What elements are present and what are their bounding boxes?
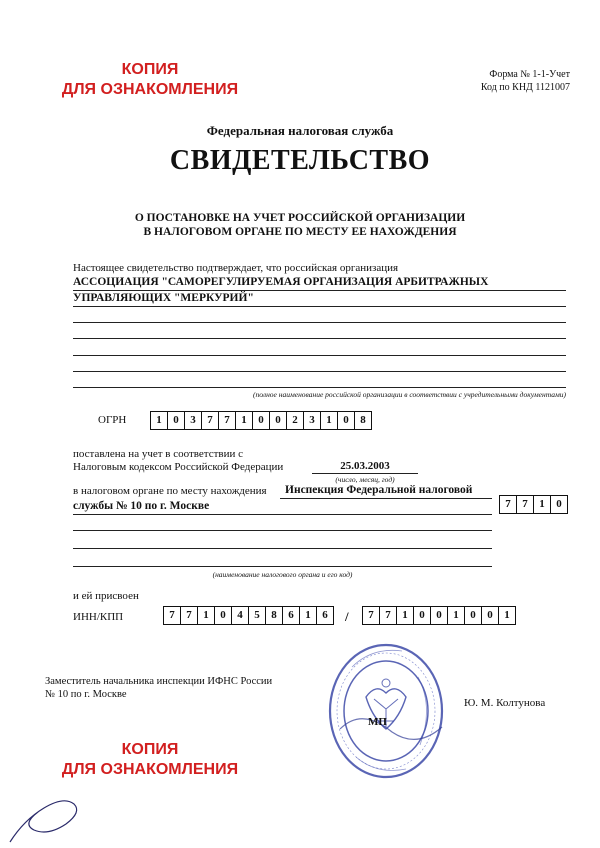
digit-box: 3 [185, 412, 202, 429]
digit-box: 1 [151, 412, 168, 429]
digit-box: 8 [266, 607, 283, 624]
digit-box: 0 [482, 607, 499, 624]
office-code-boxes [499, 495, 568, 514]
watermark-bottom [55, 740, 245, 780]
signer-title-line: Заместитель начальника инспекции ИФНС России [45, 676, 273, 687]
underline [73, 566, 492, 567]
office-caption: (наименование налогового органа и его код) [212, 570, 353, 579]
watermark-line: КОПИЯ [121, 61, 179, 78]
kpp-boxes [362, 606, 516, 625]
date-caption: (число, месяц, год) [335, 475, 395, 484]
subtitle-line: О ПОСТАНОВКЕ НА УЧЕТ РОССИЙСКОЙ ОРГАНИЗАЦИИ [134, 212, 466, 224]
org-name-line-1: АССОЦИАЦИЯ "САМОРЕГУЛИРУЕМАЯ ОРГАНИЗАЦИЯ АРБИТРАЖНЫХ [73, 276, 489, 288]
watermark-line: КОПИЯ [121, 741, 179, 758]
digit-box: 1 [236, 412, 253, 429]
registered-text-2: Налоговым кодексом Российской Федерации [73, 461, 284, 473]
digit-box: 0 [338, 412, 355, 429]
underline [73, 322, 566, 323]
digit-box: 7 [517, 496, 534, 513]
digit-box: 1 [448, 607, 465, 624]
org-caption: (полное наименование российской организации в соответствии с учредительными документами) [252, 390, 566, 399]
underline [73, 387, 566, 388]
signer-title-line: № 10 по г. Москве [45, 689, 127, 700]
tax-office-line-2: службы № 10 по г. Москве [73, 500, 210, 512]
digit-box: 1 [198, 607, 215, 624]
digit-box: 3 [304, 412, 321, 429]
knd-code: Код по КНД 1121007 [480, 82, 570, 93]
document-subtitle [0, 211, 600, 239]
digit-box: 1 [300, 607, 317, 624]
handwritten-mark-icon [4, 790, 94, 848]
digit-box: 7 [181, 607, 198, 624]
digit-box: 4 [232, 607, 249, 624]
registered-text-1: поставлена на учет в соответствии с [73, 448, 244, 460]
digit-box: 1 [534, 496, 551, 513]
underline [73, 306, 566, 307]
digit-box: 1 [321, 412, 338, 429]
digit-box: 6 [322, 609, 328, 621]
ogrn-label: ОГРН [98, 414, 127, 426]
org-name-line-2: УПРАВЛЯЮЩИХ "МЕРКУРИЙ" [73, 292, 254, 304]
digit-box: 2 [287, 412, 304, 429]
digit-box: 7 [219, 412, 236, 429]
location-label: в налоговом органе по месту нахождения [73, 485, 267, 497]
intro-text: Настоящее свидетельство подтверждает, что российская организация [73, 262, 399, 274]
inn-boxes [163, 606, 334, 625]
digit-box: 0 [168, 412, 185, 429]
digit-box: 1 [397, 607, 414, 624]
official-seal-icon [322, 637, 452, 787]
underline [73, 290, 566, 291]
digit-box: 1 [504, 609, 510, 621]
form-info [440, 68, 570, 94]
digit-box: 0 [414, 607, 431, 624]
digit-box: 7 [202, 412, 219, 429]
mp-mark: МП [368, 716, 387, 728]
digit-box: 5 [249, 607, 266, 624]
digit-box: 6 [283, 607, 300, 624]
watermark-top [55, 60, 245, 100]
registration-date: 25.03.2003 [340, 460, 390, 472]
underline [73, 355, 566, 356]
inn-kpp-separator: / [345, 609, 349, 624]
underline [73, 514, 492, 515]
underline [312, 473, 418, 474]
digit-box: 0 [431, 607, 448, 624]
digit-box: 0 [253, 412, 270, 429]
underline [73, 530, 492, 531]
form-number: Форма № 1-1-Учет [489, 69, 570, 80]
watermark-line: ДЛЯ ОЗНАКОМЛЕНИЯ [61, 761, 239, 778]
digit-box: 0 [270, 412, 287, 429]
underline [73, 548, 492, 549]
digit-box: 0 [215, 607, 232, 624]
inn-kpp-label: ИНН/КПП [73, 611, 124, 623]
digit-box: 7 [164, 607, 181, 624]
ogrn-boxes [150, 411, 372, 430]
digit-box: 7 [380, 607, 397, 624]
signer-title [45, 675, 272, 701]
digit-box: 0 [465, 607, 482, 624]
signer-name: Ю. М. Колтунова [464, 697, 546, 709]
underline [73, 338, 566, 339]
document-title: СВИДЕТЕЛЬСТВО [169, 145, 431, 176]
watermark-line: ДЛЯ ОЗНАКОМЛЕНИЯ [61, 81, 239, 98]
assigned-text: и ей присвоен [73, 590, 139, 602]
tax-office-line-1: Инспекция Федеральной налоговой [285, 484, 473, 496]
underline [73, 371, 566, 372]
subtitle-line: В НАЛОГОВОМ ОРГАНЕ ПО МЕСТУ ЕЕ НАХОЖДЕНИЯ [143, 226, 457, 238]
authority-name: Федеральная налоговая служба [206, 123, 394, 138]
digit-box: 7 [500, 496, 517, 513]
digit-box: 7 [363, 607, 380, 624]
digit-box: 8 [360, 414, 366, 426]
underline [280, 498, 492, 499]
digit-box: 0 [556, 498, 562, 510]
